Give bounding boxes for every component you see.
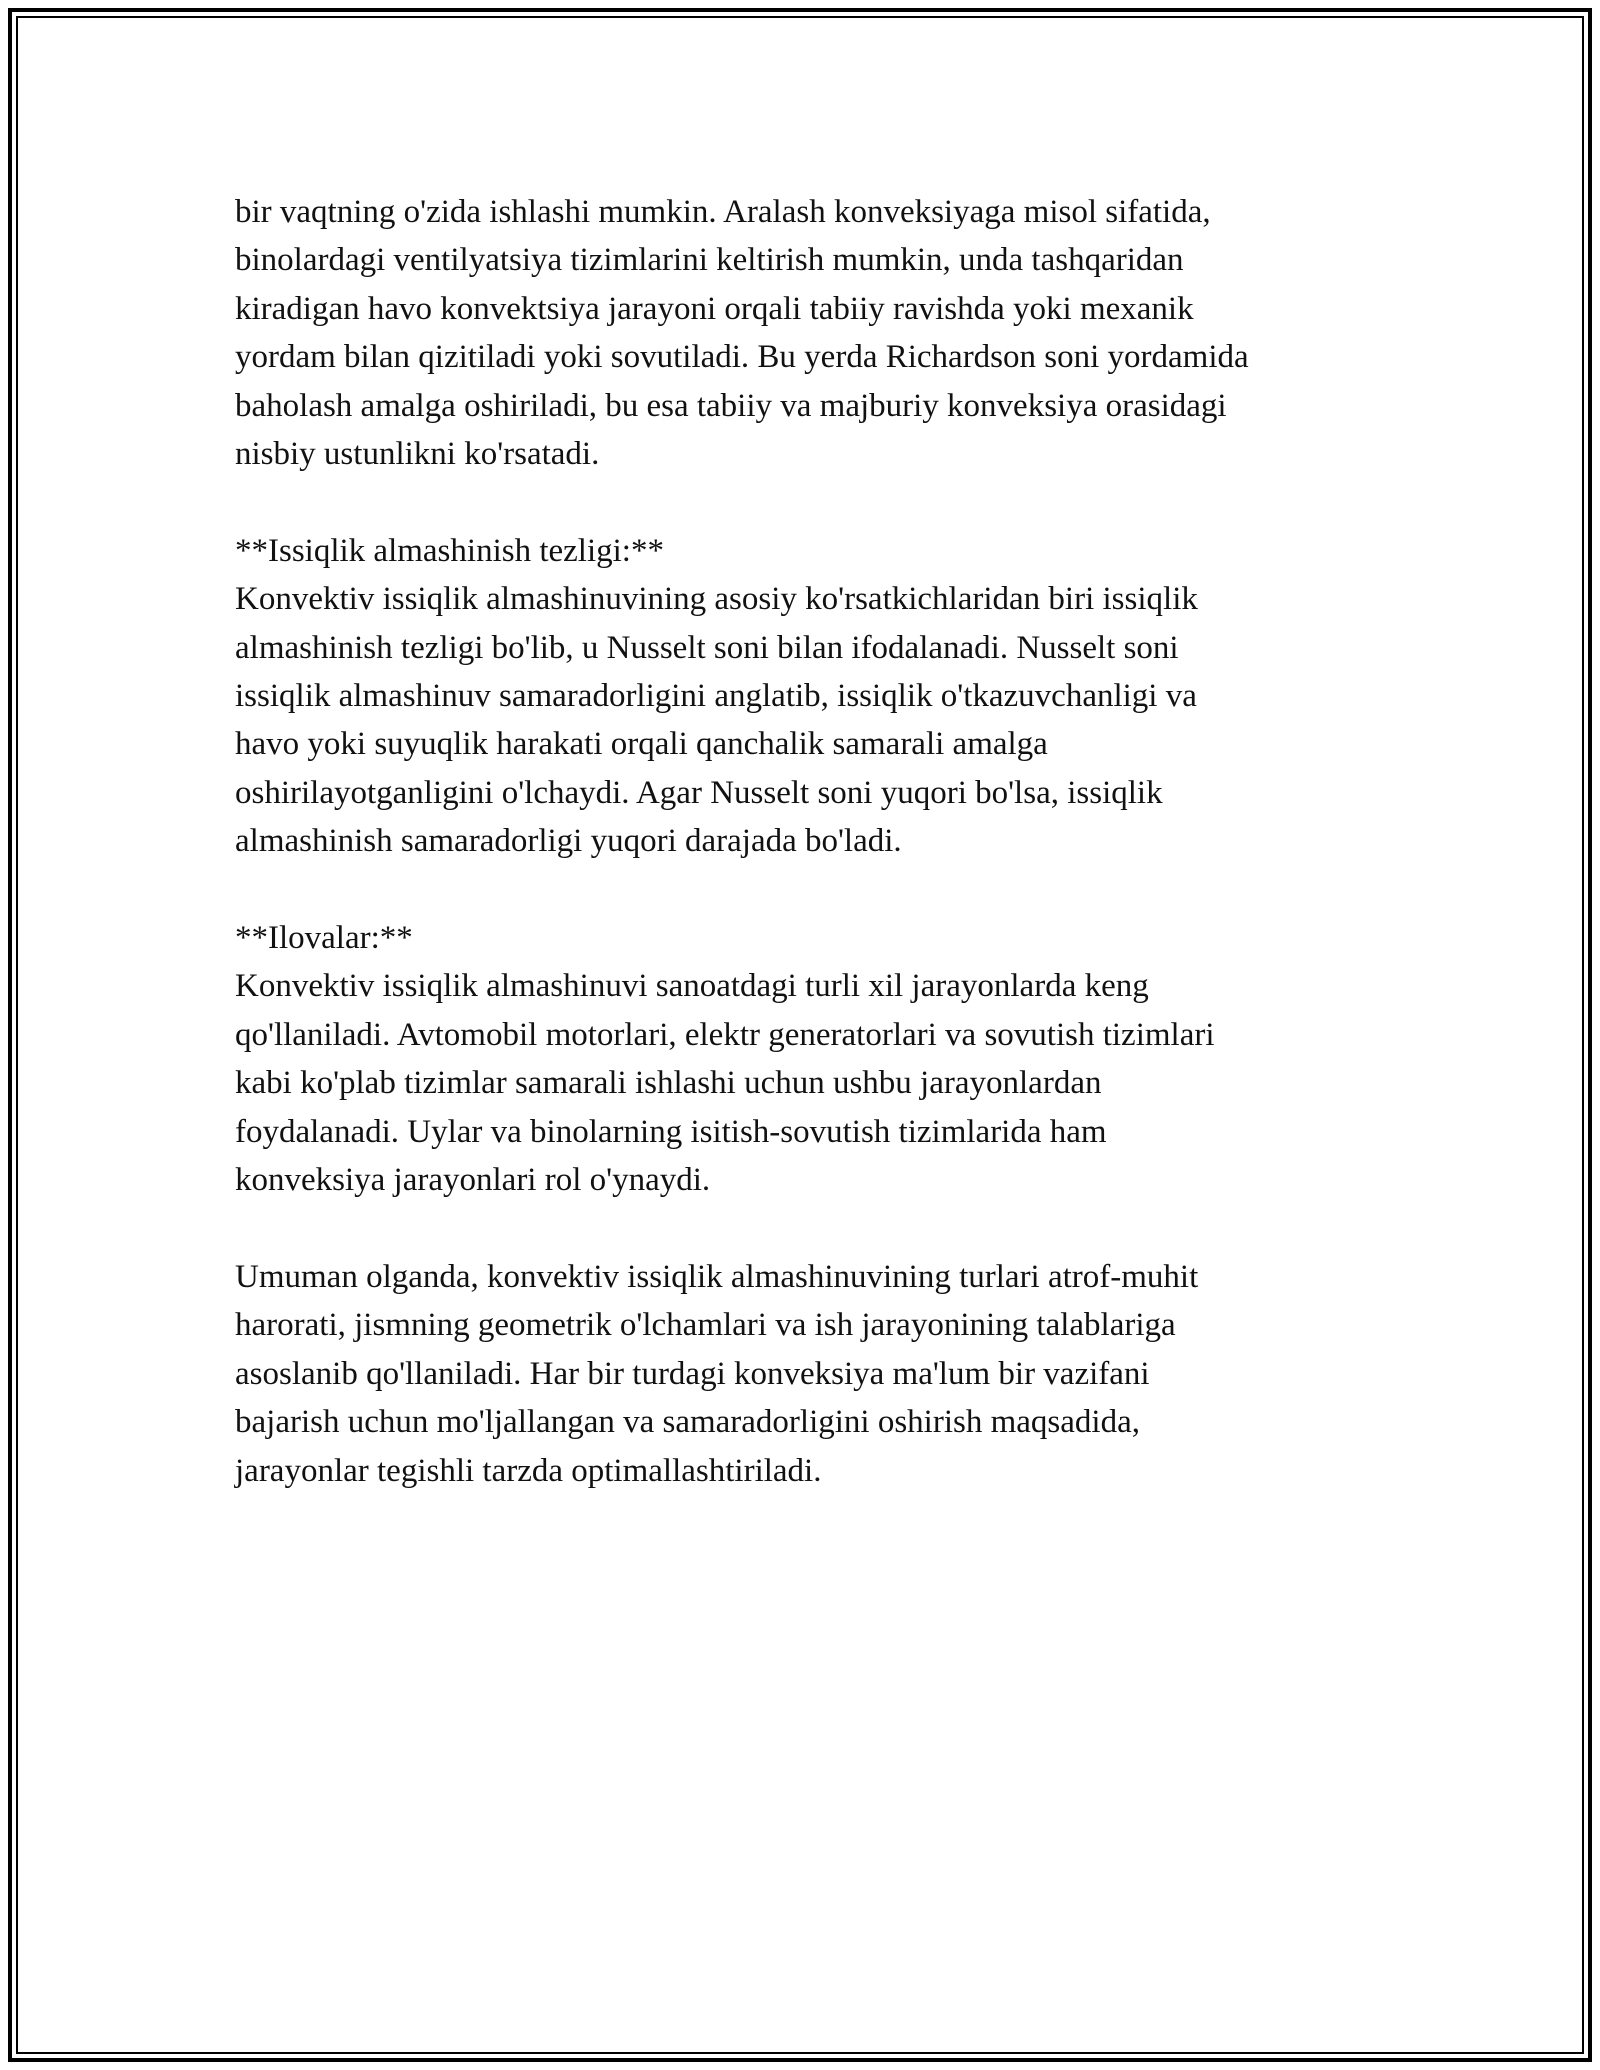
paragraph-spacer [235, 866, 1365, 914]
paragraph-spacer [235, 1205, 1365, 1253]
paragraph-conclusion: Umuman olganda, konvektiv issiqlik almashinuvining turlari atrof-muhit harorati, jismning geometrik o'lchamlari va ish jarayonining talablariga asoslanib qo'llaniladi. Har bir turdagi konveksiya ma'lum bir vazifani bajarish uchun mo'ljallangan va samaradorligini oshirish maqsadida, jarayonlar tegishli tarzda optimallashtiriladi. [235, 1258, 1199, 1489]
paragraph-applications: **Ilovalar:** Konvektiv issiqlik almashinuvi sanoatdagi turli xil jarayonlarda keng qo'llaniladi. Avtomobil motorlari, elektr generatorlari va sovutish tizimlari kabi ko'plab tizimlar samarali ishlashi uchun ushbu jarayonlardan foydalanadi. Uylar va binolarning isitish-sovutish tizimlarida ham konveksiya jarayonlari rol o'ynaydi. [235, 920, 1215, 1199]
document-body [235, 188, 1365, 1495]
paragraph-mixed-convection: bir vaqtning o'zida ishlashi mumkin. Aralash konveksiyaga misol sifatida, binolardagi ventilyatsiya tizimlarini keltirish mumkin, unda tashqaridan kiradigan havo konvektsiya jarayoni orqali tabiiy ravishda yoki mexanik yordam bilan qizitiladi yoki sovutiladi. Bu yerda Richardson soni yordamida baholash amalga oshiriladi, bu esa tabiiy va majburiy konveksiya orasidagi nisbiy ustunlikni ko'rsatadi. [235, 194, 1249, 473]
paragraph-spacer [235, 478, 1365, 526]
paragraph-heat-exchange-rate: **Issiqlik almashinish tezligi:** Konvektiv issiqlik almashinuvining asosiy ko'rsatkichlaridan biri issiqlik almashinish tezligi bo'lib, u Nusselt soni bilan ifodalanadi. Nusselt soni issiqlik almashinuv samaradorligini anglatib, issiqlik o'tkazuvchanligi va havo yoki suyuqlik harakati orqali qanchalik samarali amalga oshirilayotganligini o'lchaydi. Agar Nusselt soni yuqori bo'lsa, issiqlik almashinish samaradorligi yuqori darajada bo'ladi. [235, 532, 1198, 860]
